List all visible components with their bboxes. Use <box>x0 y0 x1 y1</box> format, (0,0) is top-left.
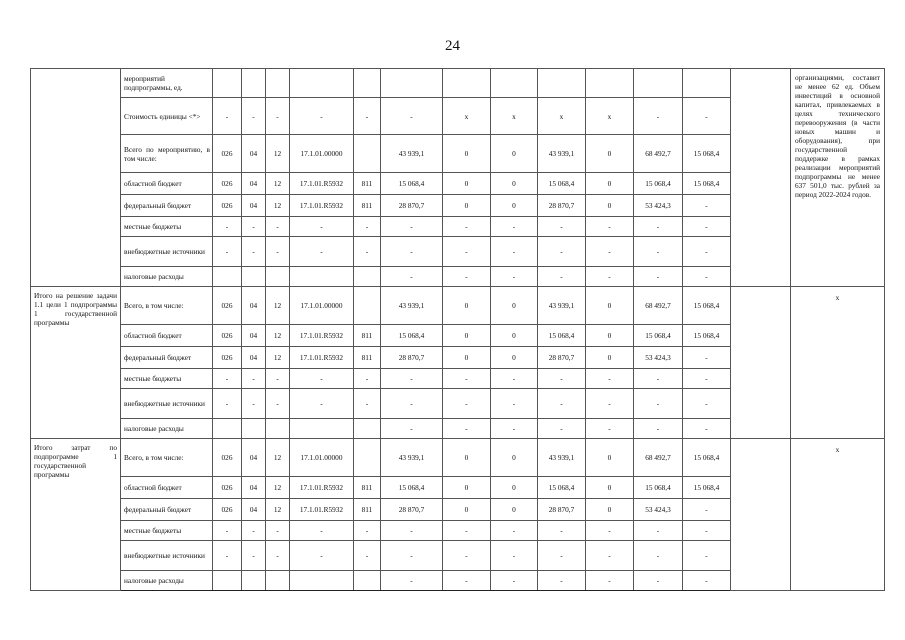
value-cell: 15 068,4 <box>683 135 731 173</box>
value-cell: 04 <box>242 347 266 369</box>
value-cell: - <box>586 369 634 389</box>
value-cell: - <box>381 541 443 571</box>
value-cell: 0 <box>443 347 491 369</box>
value-cell: 811 <box>354 499 381 521</box>
value-cell: - <box>354 98 381 135</box>
value-cell: - <box>538 541 586 571</box>
value-cell: х <box>491 98 538 135</box>
value-cell: 15 068,4 <box>683 287 731 325</box>
value-cell: - <box>683 389 731 419</box>
value-cell: - <box>443 237 491 267</box>
value-cell: 04 <box>242 195 266 217</box>
value-cell <box>213 267 242 287</box>
value-cell: - <box>683 571 731 591</box>
value-cell: - <box>634 267 683 287</box>
row-label: областной бюджет <box>121 477 213 499</box>
x-mark: х <box>791 287 885 439</box>
value-cell: - <box>290 217 354 237</box>
value-cell: 12 <box>266 325 290 347</box>
value-cell: 04 <box>242 439 266 477</box>
value-cell: - <box>443 541 491 571</box>
value-cell: 12 <box>266 287 290 325</box>
value-cell: 68 492,7 <box>634 135 683 173</box>
value-cell: - <box>290 541 354 571</box>
value-cell: 43 939,1 <box>538 439 586 477</box>
group-label: Итого затрат по подпрограмме 1 государственной программы <box>31 439 121 591</box>
empty-group-cell <box>31 69 121 287</box>
value-cell <box>213 419 242 439</box>
value-cell: 04 <box>242 499 266 521</box>
value-cell: - <box>354 521 381 541</box>
value-cell: - <box>538 571 586 591</box>
value-cell: 43 939,1 <box>381 439 443 477</box>
value-cell: 0 <box>491 347 538 369</box>
value-cell: 0 <box>491 499 538 521</box>
value-cell: - <box>290 98 354 135</box>
value-cell: - <box>491 369 538 389</box>
value-cell: 0 <box>586 287 634 325</box>
value-cell: - <box>634 389 683 419</box>
value-cell: - <box>266 217 290 237</box>
empty-column-cell <box>731 439 791 591</box>
value-cell <box>354 419 381 439</box>
value-cell: 28 870,7 <box>381 347 443 369</box>
value-cell: 12 <box>266 195 290 217</box>
value-cell: 0 <box>443 439 491 477</box>
value-cell: 53 424,3 <box>634 195 683 217</box>
value-cell: 15 068,4 <box>634 173 683 195</box>
value-cell: - <box>634 217 683 237</box>
row-label: Всего, в том числе: <box>121 287 213 325</box>
value-cell: 026 <box>213 477 242 499</box>
row-label: федеральный бюджет <box>121 195 213 217</box>
value-cell <box>266 267 290 287</box>
value-cell: 04 <box>242 325 266 347</box>
value-cell: 0 <box>443 325 491 347</box>
value-cell: 0 <box>491 477 538 499</box>
value-cell: 811 <box>354 195 381 217</box>
value-cell: 0 <box>491 173 538 195</box>
value-cell: 12 <box>266 173 290 195</box>
value-cell: 28 870,7 <box>538 499 586 521</box>
row-label: внебюджетные источники <box>121 541 213 571</box>
value-cell: 12 <box>266 347 290 369</box>
value-cell: - <box>443 389 491 419</box>
value-cell: - <box>290 237 354 267</box>
value-cell: 53 424,3 <box>634 347 683 369</box>
value-cell: - <box>213 389 242 419</box>
value-cell: - <box>443 217 491 237</box>
value-cell: - <box>683 499 731 521</box>
value-cell: х <box>538 98 586 135</box>
value-cell: 17.1.01.R5932 <box>290 477 354 499</box>
value-cell: - <box>586 217 634 237</box>
value-cell: 0 <box>586 325 634 347</box>
value-cell <box>266 571 290 591</box>
value-cell: - <box>443 369 491 389</box>
row-label: местные бюджеты <box>121 217 213 237</box>
value-cell: 026 <box>213 347 242 369</box>
value-cell: - <box>586 267 634 287</box>
value-cell: 15 068,4 <box>683 325 731 347</box>
empty-column-cell <box>731 287 791 439</box>
value-cell: - <box>683 369 731 389</box>
value-cell: 15 068,4 <box>538 477 586 499</box>
value-cell: 17.1.01.R5932 <box>290 499 354 521</box>
row-label: областной бюджет <box>121 173 213 195</box>
value-cell: - <box>381 389 443 419</box>
value-cell: - <box>242 521 266 541</box>
value-cell: - <box>634 419 683 439</box>
value-cell <box>266 419 290 439</box>
value-cell: 43 939,1 <box>381 135 443 173</box>
value-cell: - <box>538 237 586 267</box>
value-cell: - <box>213 369 242 389</box>
value-cell: - <box>354 237 381 267</box>
value-cell <box>354 439 381 477</box>
value-cell: - <box>242 98 266 135</box>
value-cell: - <box>242 389 266 419</box>
value-cell: - <box>586 541 634 571</box>
table-row <box>31 69 885 98</box>
value-cell: - <box>491 217 538 237</box>
row-label: Всего, в том числе: <box>121 439 213 477</box>
value-cell: 28 870,7 <box>381 499 443 521</box>
value-cell: - <box>443 571 491 591</box>
value-cell: - <box>213 98 242 135</box>
value-cell <box>242 419 266 439</box>
value-cell: 28 870,7 <box>381 195 443 217</box>
value-cell: - <box>266 237 290 267</box>
value-cell: 12 <box>266 499 290 521</box>
value-cell: - <box>266 389 290 419</box>
value-cell: - <box>538 369 586 389</box>
row-label: областной бюджет <box>121 325 213 347</box>
value-cell: 811 <box>354 173 381 195</box>
value-cell <box>290 267 354 287</box>
value-cell: 17.1.01.R5932 <box>290 325 354 347</box>
value-cell: 0 <box>443 135 491 173</box>
value-cell: 12 <box>266 477 290 499</box>
value-cell: - <box>683 98 731 135</box>
value-cell: 0 <box>586 135 634 173</box>
value-cell: - <box>213 541 242 571</box>
value-cell <box>290 419 354 439</box>
value-cell: - <box>242 369 266 389</box>
value-cell: - <box>634 571 683 591</box>
row-label: федеральный бюджет <box>121 347 213 369</box>
table-row <box>31 287 885 325</box>
value-cell: - <box>683 195 731 217</box>
value-cell: - <box>586 571 634 591</box>
value-cell <box>354 267 381 287</box>
value-cell: х <box>443 98 491 135</box>
value-cell: 026 <box>213 439 242 477</box>
value-cell: 026 <box>213 173 242 195</box>
row-label: местные бюджеты <box>121 521 213 541</box>
value-cell: 28 870,7 <box>538 347 586 369</box>
empty-column-cell <box>731 69 791 287</box>
value-cell: - <box>290 521 354 541</box>
page-number: 24 <box>445 38 460 54</box>
value-cell: 811 <box>354 347 381 369</box>
value-cell: - <box>381 419 443 439</box>
value-cell: 17.1.01.00000 <box>290 439 354 477</box>
value-cell: - <box>443 521 491 541</box>
value-cell: - <box>538 267 586 287</box>
value-cell: 0 <box>491 195 538 217</box>
value-cell: - <box>586 419 634 439</box>
value-cell: - <box>683 419 731 439</box>
value-cell: - <box>683 237 731 267</box>
value-cell: - <box>266 541 290 571</box>
value-cell <box>354 571 381 591</box>
value-cell: х <box>586 98 634 135</box>
value-cell: 0 <box>586 347 634 369</box>
value-cell: - <box>491 389 538 419</box>
value-cell: 15 068,4 <box>634 325 683 347</box>
value-cell: 0 <box>586 173 634 195</box>
value-cell: - <box>242 237 266 267</box>
value-cell: 0 <box>443 195 491 217</box>
value-cell: - <box>354 389 381 419</box>
value-cell: - <box>634 237 683 267</box>
value-cell: - <box>266 98 290 135</box>
value-cell: 15 068,4 <box>683 173 731 195</box>
value-cell: - <box>242 217 266 237</box>
result-note: организациями, составит не менее 62 ед. Объем инвестиций в основной капитал, привлекаемых в целях технического перевооружения (в части новых машин и оборудования), при государственной поддержке в рамках реализации мероприятий подпрограммы не менее 637 501,0 тыс. рублей за период 2022-2024 годов. <box>791 69 885 287</box>
value-cell: 0 <box>586 477 634 499</box>
value-cell: - <box>491 419 538 439</box>
value-cell: 43 939,1 <box>538 135 586 173</box>
value-cell: - <box>491 571 538 591</box>
value-cell: - <box>634 98 683 135</box>
value-cell: - <box>586 521 634 541</box>
value-cell: 04 <box>242 173 266 195</box>
value-cell: 12 <box>266 439 290 477</box>
value-cell: 04 <box>242 287 266 325</box>
value-cell: 0 <box>443 477 491 499</box>
value-cell: 0 <box>586 499 634 521</box>
value-cell: 15 068,4 <box>381 325 443 347</box>
group-label: Итого на решение задачи 1.1 цели 1 подпрограммы 1 государственной программы <box>31 287 121 439</box>
value-cell: - <box>634 541 683 571</box>
value-cell: - <box>634 369 683 389</box>
value-cell: 15 068,4 <box>538 325 586 347</box>
value-cell: - <box>213 237 242 267</box>
value-cell: 0 <box>443 173 491 195</box>
value-cell: 811 <box>354 477 381 499</box>
value-cell: 026 <box>213 135 242 173</box>
value-cell: 15 068,4 <box>381 173 443 195</box>
value-cell: 026 <box>213 499 242 521</box>
value-cell: 0 <box>491 287 538 325</box>
value-cell: 0 <box>586 439 634 477</box>
value-cell: 0 <box>491 135 538 173</box>
row-label: Стоимость единицы <*> <box>121 98 213 135</box>
value-cell: 15 068,4 <box>538 173 586 195</box>
value-cell: - <box>491 267 538 287</box>
value-cell: - <box>443 267 491 287</box>
value-cell: - <box>381 217 443 237</box>
value-cell <box>290 571 354 591</box>
value-cell: 15 068,4 <box>683 477 731 499</box>
value-cell <box>242 267 266 287</box>
value-cell: 43 939,1 <box>381 287 443 325</box>
value-cell: 12 <box>266 135 290 173</box>
row-label: налоговые расходы <box>121 419 213 439</box>
value-cell: 026 <box>213 325 242 347</box>
value-cell: 0 <box>443 287 491 325</box>
value-cell: 68 492,7 <box>634 287 683 325</box>
value-cell: - <box>491 541 538 571</box>
value-cell: - <box>683 521 731 541</box>
value-cell: 43 939,1 <box>538 287 586 325</box>
value-cell: 811 <box>354 325 381 347</box>
value-cell: - <box>290 389 354 419</box>
value-cell: - <box>213 521 242 541</box>
value-cell: - <box>491 237 538 267</box>
value-cell: 17.1.01.R5932 <box>290 347 354 369</box>
value-cell: 0 <box>586 195 634 217</box>
value-cell: - <box>242 541 266 571</box>
row-label: местные бюджеты <box>121 369 213 389</box>
value-cell: 17.1.01.00000 <box>290 287 354 325</box>
value-cell: 28 870,7 <box>538 195 586 217</box>
value-cell: 53 424,3 <box>634 499 683 521</box>
value-cell <box>354 287 381 325</box>
value-cell: 17.1.01.R5932 <box>290 173 354 195</box>
row-label: внебюджетные источники <box>121 237 213 267</box>
value-cell: 17.1.01.R5932 <box>290 195 354 217</box>
value-cell: 04 <box>242 135 266 173</box>
value-cell: - <box>354 217 381 237</box>
value-cell: - <box>443 419 491 439</box>
value-cell: 15 068,4 <box>634 477 683 499</box>
value-cell: 026 <box>213 287 242 325</box>
table-row <box>31 439 885 477</box>
value-cell: 0 <box>443 499 491 521</box>
value-cell: - <box>354 541 381 571</box>
value-cell: - <box>266 521 290 541</box>
value-cell: - <box>266 369 290 389</box>
value-cell: 0 <box>491 325 538 347</box>
value-cell <box>242 571 266 591</box>
row-label: налоговые расходы <box>121 267 213 287</box>
value-cell: - <box>538 389 586 419</box>
value-cell: - <box>290 369 354 389</box>
value-cell: 68 492,7 <box>634 439 683 477</box>
value-cell: - <box>683 267 731 287</box>
x-mark: х <box>791 439 885 591</box>
value-cell: - <box>381 98 443 135</box>
row-label: мероприятий подпрограммы, ед. <box>121 69 213 98</box>
value-cell: 17.1.01.00000 <box>290 135 354 173</box>
value-cell: - <box>683 217 731 237</box>
value-cell: - <box>381 237 443 267</box>
value-cell: - <box>538 419 586 439</box>
row-label: внебюджетные источники <box>121 389 213 419</box>
value-cell: - <box>213 217 242 237</box>
row-label: Всего по мероприятию, в том числе: <box>121 135 213 173</box>
value-cell: - <box>634 521 683 541</box>
row-label: федеральный бюджет <box>121 499 213 521</box>
value-cell: 026 <box>213 195 242 217</box>
budget-table <box>30 68 885 591</box>
value-cell: - <box>586 237 634 267</box>
value-cell <box>213 571 242 591</box>
value-cell: - <box>683 347 731 369</box>
value-cell: 15 068,4 <box>683 439 731 477</box>
value-cell: 0 <box>491 439 538 477</box>
value-cell: - <box>381 571 443 591</box>
table-body <box>31 69 885 591</box>
value-cell: - <box>354 369 381 389</box>
value-cell: 15 068,4 <box>381 477 443 499</box>
value-cell: 04 <box>242 477 266 499</box>
value-cell: - <box>381 369 443 389</box>
value-cell: - <box>683 541 731 571</box>
row-label: налоговые расходы <box>121 571 213 591</box>
value-cell <box>354 135 381 173</box>
value-cell: - <box>381 521 443 541</box>
value-cell: - <box>538 521 586 541</box>
value-cell: - <box>381 267 443 287</box>
value-cell: - <box>491 521 538 541</box>
value-cell: - <box>586 389 634 419</box>
value-cell: - <box>538 217 586 237</box>
